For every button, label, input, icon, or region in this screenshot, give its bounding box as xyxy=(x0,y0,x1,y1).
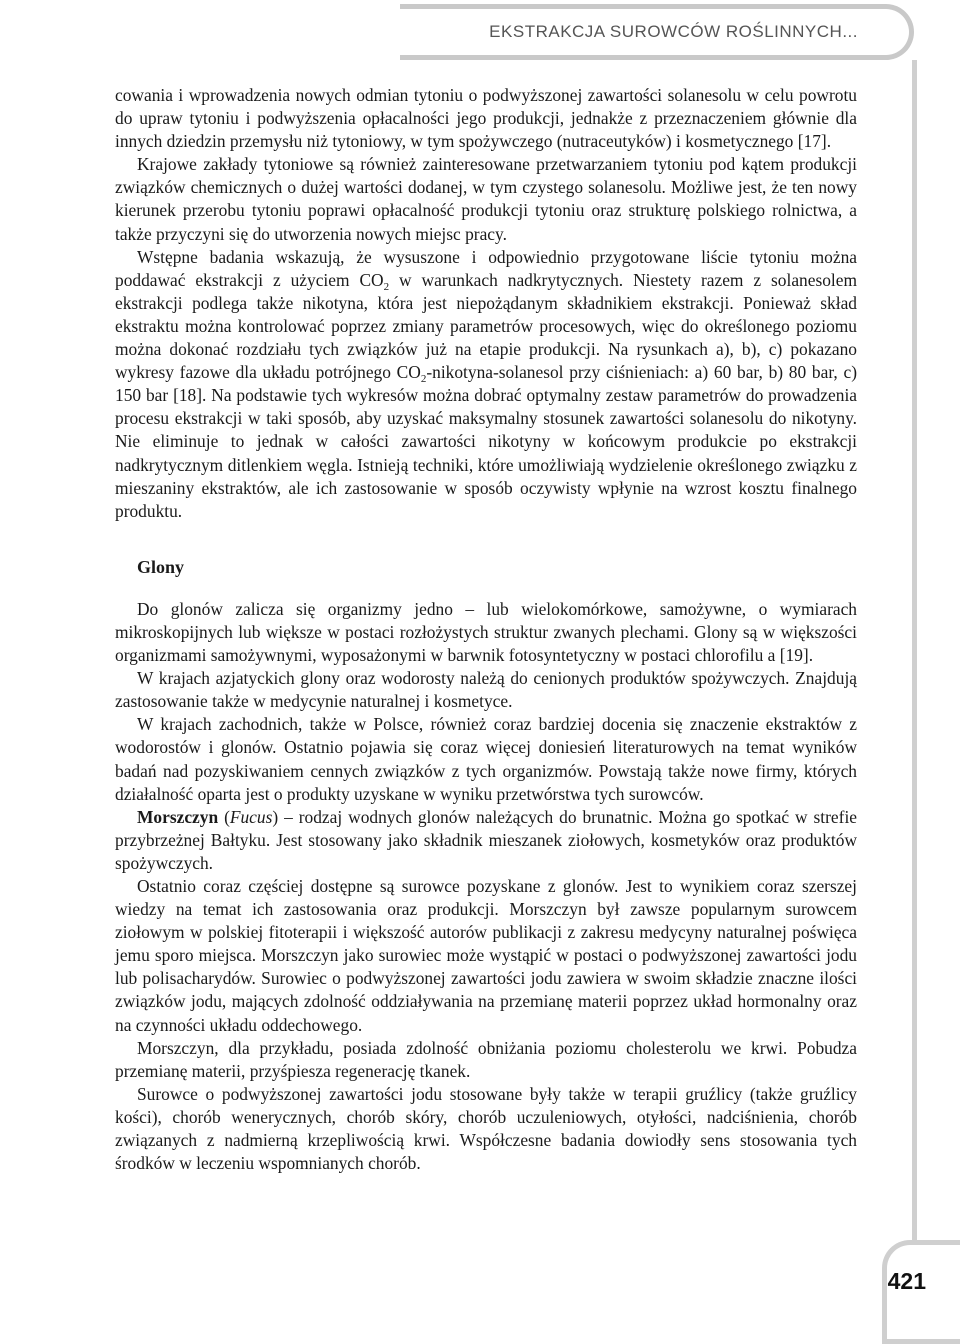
paragraph: Ostatnio coraz częściej dostępne są surowce pozyskane z glonów. Jest to wynikiem coraz szerszej wiedzy na temat ich zastosowania oraz produkcji. Morszczyn był zawsze popularnym surowcem ziołowym w polskiej fitoterapii i większość autorów publikacji z zakresu medycyny naturalnej poświęca jemu sporo miejsca. Morszczyn jako surowiec może wystąpić w postaci o podwyższonej zawartości jodu lub polisacharydów. Surowiec o podwyższonej zawartości jodu zawiera w swoim składzie znaczne ilości związków jodu, mających zdolność oddziaływania na przemianę materii poprzez układ hormonalny oraz na czynności układu oddechowego. xyxy=(115,876,857,1035)
paragraph: Surowce o podwyższonej zawartości jodu stosowane były także w terapii gruźlicy (także gruźlicy kości), chorób wenerycznych, chorób skóry, chorób uczuleniowych, otyłości, nadciśnienia, chorób związanych z nadmierną krzepliwością krwi. Współczesne badania dowiodły sens stosowania tych środków w leczeniu wspomnianych chorób. xyxy=(115,1083,857,1174)
paragraph: W krajach zachodnich, także w Polsce, również coraz bardziej docenia się znaczenie ekstraktów z wodorostów i glonów. Ostatnio pojawia się coraz więcej doniesień literaturowych na temat wyników badań nad pozyskiwaniem cennych związków z tych organizmów. Powstają także nowe firmy, których działalność oparta jest o produkty uzyskane w wyniku przetwórstwa tych surowców. xyxy=(115,714,857,804)
paragraph: cowania i wprowadzenia nowych odmian tytoniu o podwyższonej zawartości solanesolu w celu powrotu do upraw tytoniu i podwyższenia opłacalności jego produkcji, jednakże z przeznaczeniem głównie dla innych dziedzin przemysłu niż tytoniowy, w tym spożywczego (nutraceutyków) i kosmetycznego [17]. xyxy=(115,85,857,152)
paragraph: Do glonów zalicza się organizmy jedno – lub wielokomórkowe, samożywne, o wymiarach mikroskopijnych lub większe w postaci rozłożystych struktur zwanych plechami. Glony są w większości organizmami samożywnymi, wyposażonymi w barwnik fotosyntetyczny w postaci chlorofilu a [19]. xyxy=(115,598,857,666)
paragraph: Morszczyn, dla przykładu, posiada zdolność obniżania poziomu cholesterolu we krwi. Pobudza przemianę materii, przyśpiesza regenerację tkanek. xyxy=(115,1037,857,1081)
paragraph: Krajowe zakłady tytoniowe są również zainteresowane przetwarzaniem tytoniu pod kątem produkcji związków chemicznych o dużej wartości dodanej, w tym czystego solanesolu. Możliwe jest, że ten nowy kierunek przerobu tytoniu poprawi opłacalność produkcji tytoniu oraz strukturę polskiego rolnictwa, a także przyczyni się do utworzenia nowych miejsc pracy. xyxy=(115,154,857,244)
page-border-line xyxy=(912,60,917,1240)
paragraph: Wstępne badania wskazują, że wysuszone i odpowiednio przygotowane liście tytoniu można poddawać ekstrakcji z użyciem $CO_2$ w warunkach nadkrytycznych. Niestety razem z solanesolem ekstrakcji podlega także nikotyna, która jest niepożądanym składnikiem ekstrakcji. Ponieważ skład ekstraktu można kontrolować poprzez zmiany parametrów procesowych, więc do określonego poziomu można dokonać rozdziału tych związków już na etapie produkcji. Na rysunkach a), b), c) pokazano wykresy fazowe dla układu potrójnego $CO_2-nikotyna$-solanesol przy ciśnieniach: a) 60 bar, b) 80 bar, c) 150 bar [18]. Na podstawie tych wykresów można dobrać optymalny zestaw parametrów do prowadzenia procesu ekstrakcji w taki sposób, aby uzyskać maksymalny stosunek zawartości solanesolu do nikotyny. Nie eliminuje to jednak w całości zawartości nikotyny w końcowym produkcie po ekstrakcji nadkrytycznym ditlenkiem węgla. Istnieją techniki, które umożliwiają wydzielenie określonego związku z mieszaniny ekstraktów, ale ich zastosowanie w sposób oczywisty wpłynie na wzrost kosztu finalnego produktu. xyxy=(115,246,857,521)
running-header: EKSTRAKCJA SUROWCÓW ROŚLINNYCH... xyxy=(489,22,858,41)
page-number: 421 xyxy=(887,1268,926,1294)
paragraph: W krajach azjatyckich glony oraz wodorosty należą do cenionych produktów spożywczych. Znajdują zastosowanie także w medycynie naturalnej i kosmetyce. xyxy=(115,668,857,712)
body-text xyxy=(115,84,857,1175)
paragraph: Morszczyn (Fucus) – rodzaj wodnych glonów należących do brunatnic. Można go spotkać w strefie przybrzeżnej Bałtyku. Jest stosowany jako składnik mieszanek ziołowych, kosmetyków oraz produktów spożywczych. xyxy=(115,806,857,873)
section-heading: Glony xyxy=(137,556,185,577)
